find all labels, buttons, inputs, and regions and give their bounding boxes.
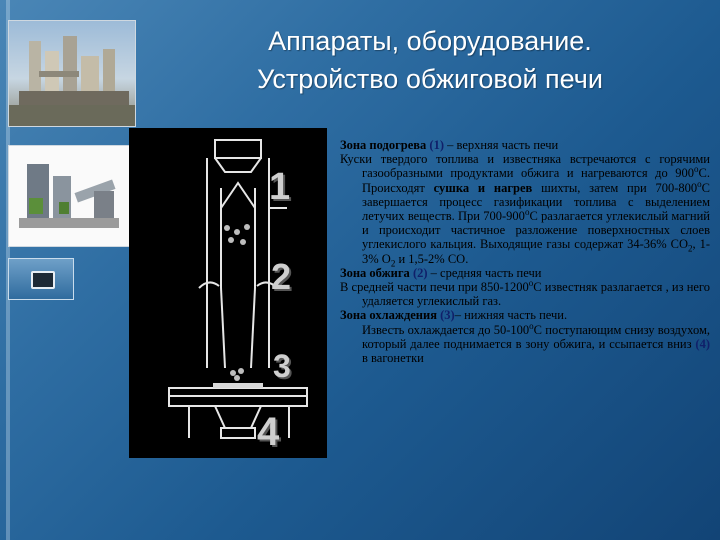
zone3-heading bbox=[340, 308, 710, 322]
zone1-heading bbox=[340, 138, 710, 152]
kiln-diagram bbox=[129, 128, 327, 458]
zone-label-4: 4 bbox=[257, 410, 280, 454]
zone-label-1: 1 bbox=[269, 166, 291, 208]
plant-diagram-photo bbox=[8, 145, 136, 247]
page-title bbox=[150, 22, 710, 98]
zone3-body: Известь охлаждается до $50-100^оС$ поступающим снизу воздухом, который далее поднимается в зону обжига, и ссыпается вниз (4) в вагонетки bbox=[362, 320, 710, 366]
cement-plant-photo bbox=[8, 20, 136, 127]
title-line-2: Устройство обжиговой печи bbox=[257, 64, 603, 94]
zone1-body: Куски твердого топлива и известняка встречаются с горячими газообразными продуктами обжига и нагреваются до $900^оС$. Происходят сушка и нагрев шихты, затем при $700-800^оС$ завершается процесс газификации топлива с выделением летучих веществ. При $700-900^оС$ разлагается углекислый магний и происходит частичное разложение поверхностных слоев углекислого кальция. Выходящие газы содержат 34-36% $СО_2$, 1-3% $О_2$ и 1,5-2% СО. bbox=[340, 152, 711, 269]
zone4-number: (4) bbox=[695, 336, 710, 351]
zone2-number: (2) bbox=[412, 265, 428, 280]
zone2-desc: – средняя часть печи bbox=[427, 265, 542, 280]
zone1-number: (1) bbox=[429, 138, 444, 152]
zone1-desc: – верхняя часть печи bbox=[443, 138, 559, 152]
zone2-title: Зона обжига bbox=[340, 265, 410, 280]
zone1-title: Зона подогрева bbox=[340, 138, 427, 152]
zone3-number: (3) bbox=[440, 308, 455, 323]
zone2-heading bbox=[340, 266, 710, 280]
description-text bbox=[340, 138, 710, 365]
zone-label-2: 2 bbox=[271, 256, 292, 297]
monitor-icon bbox=[31, 271, 55, 289]
title-line-1: Аппараты, оборудование. bbox=[268, 26, 592, 56]
zone-label-3: 3 bbox=[273, 348, 291, 384]
zone3-title: Зона охлаждения bbox=[340, 308, 437, 323]
zone3-desc: – нижняя часть печи. bbox=[454, 308, 568, 323]
zone2-body: В средней части печи при $850-1200^оС$ известняк разлагается , из него удаляется углекислый газ. bbox=[340, 277, 710, 309]
media-button[interactable] bbox=[8, 258, 74, 300]
